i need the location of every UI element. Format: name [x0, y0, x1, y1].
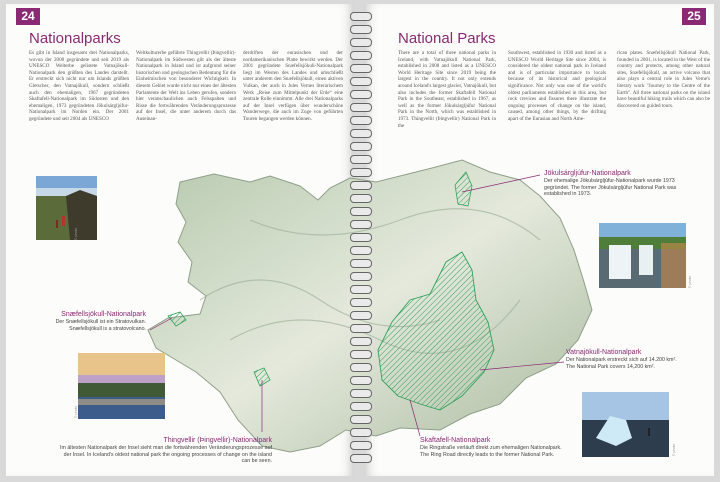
- caption-text: Der ehemalige Jökulsárgljúfur-Nationalpark wurde 1973 gegründet. The former Jökulsárgljúfur National Park was established in 1973.: [544, 178, 677, 198]
- caption-snaefellsjokull: [40, 310, 146, 332]
- photo-credit: © photo: [688, 275, 692, 288]
- caption-title: Thingvellir (Þingvellir)-Nationalpark: [163, 437, 272, 444]
- photo-credit: © photo: [74, 405, 78, 418]
- caption-title: Jökulsárgljúfur-Nationalpark: [544, 170, 631, 177]
- page-number-right: 25: [682, 8, 706, 25]
- photo-credit: © photo: [672, 443, 676, 456]
- caption-title: Snæfellsjökull-Nationalpark: [61, 311, 146, 318]
- text-column: rican plates. Snæfellsjökull National Park, founded in 2001, is located in the West of the country and protects, among other natural sites, Snæfellsjökull, an active volcano that also plays a central role in Jules Verne's literary work "Journey to the Centre of the Earth". All three national parks on the island have beautiful hiking trails which can also be discovered on guided tours.: [617, 50, 710, 109]
- caption-jokulsargljufur: [544, 169, 690, 198]
- caption-text: Der Nationalpark erstreckt sich auf 14.200 km². The National Park covers 14,200 km².: [566, 357, 677, 370]
- caption-text: Im ältesten Nationalpark der Insel sieht man die fortwährenden Veränderungsprozesse auf der Insel. In Iceland's oldest national park the ongoing processes of change on the island can be seen.: [60, 445, 272, 465]
- photo-skaftafell-iceberg: [582, 392, 669, 457]
- page-title-left: Nationalparks: [29, 30, 121, 47]
- caption-title: Skaftafell-Nationalpark: [420, 437, 491, 444]
- photo-credit: © photo: [74, 227, 78, 240]
- page-number-left: 24: [16, 8, 40, 25]
- page-title-right: National Parks: [398, 30, 496, 47]
- text-column: Weltkulturerbe geführte Thingvellir (Þingvellir)-Nationalpark im Südwesten gilt als der älteste Nationalpark in Island und ist aufgrund seiner historischen und geologischen Bedeutung für die Einheimischen von besonderer Wichtigkeit. In diesem Gebiet wurde nicht nur eines der ältesten Parlamente der Welt ins Leben gerufen, sondern hier veranschaulichen auch Felsspalten und Risse die fortwährenden Veränderungsprozesse auf der Insel, die unter anderem durch das Auseinan-: [136, 50, 236, 122]
- text-column: There are a total of three national parks in Iceland, with Vatnajökull National Park, established in 2008 and listed as a UNESCO World Heritage Site since 2019 being the largest in the country. It not only extends around Iceland's largest glacier, Vatnajökull, but also includes the former Skaftafell National Park in the Southeast, established in 1967, as well as the former Jökulsárgljúfur National Park in the North, which was established in 1973. Thingvellir (Þingvellir) National Park in the: [398, 50, 496, 129]
- text-column: Es gibt in Island insgesamt drei Nationalparks, wovon der 2008 gegründete und seit 2019 als UNESCO Welterbe gelistete Vatnajökull-Nationalpark den größten des Landes darstellt. Er erstreckt sich nicht nur um Islands größten Gletscher, den Vatnajökull, sondern schließt auch den ehemaligen, 1967 gegründeten Skaftafell-Nationalpark im Südosten und den ehemaligen, 1973 gegründeten Jökulsárgljúfur-Nationalpark im Norden ein. Der 2001 gegründete und seit 2004 als UNESCO: [29, 50, 129, 122]
- photo-vatnajokull-waterfall: [599, 223, 686, 288]
- photo-jokulsargljufur-hikers: [36, 176, 97, 240]
- caption-text: Der Snæfellsjökull ist ein Stratovulkan. Snæfellsjökull is a stratovolcano.: [55, 319, 146, 332]
- caption-text: Die Ringstraße verläuft direkt zum ehemaligen Nationalpark. The Ring Road directly leads to the former National Park.: [420, 445, 562, 458]
- caption-title: Vatnajökull-Nationalpark: [566, 349, 642, 356]
- caption-skaftafell: [420, 436, 570, 458]
- caption-thingvellir: [56, 436, 272, 465]
- text-column: Southwest, established in 1930 and listed as a UNESCO World Heritage Site since 2004, is considered the oldest national park in Iceland and is of particular importance to locals because of its historical and geological significance. Not only was one of the world's oldest parliaments established in this area, but rock crevices and fissures there illustrate the ongoing processes of change on the island, caused, among other things, by the drifting apart of the Eurasian and North Ame-: [508, 50, 606, 122]
- caption-vatnajokull: [566, 348, 686, 370]
- photo-snaefellsjokull-lake: [78, 353, 165, 419]
- text-column: derdriften der eurasischen und der nordamerikanischen Platte bewirkt werden. Der 2001 gegründete Snæfellsjökull-Nationalpark liegt im Westen des Landes und umschließt unter anderem den Snæfellsjökull, einen aktiven Vulkan, der auch in Jules Vernes literarischem Werk „Reise zum Mittelpunkt der Erde“ eine zentrale Rolle einnimmt. Alle drei Nationalparks auf der Insel verfügen über wunderschöne Wanderwege, die auch im Zuge von geführten Touren begangen werden können.: [243, 50, 343, 122]
